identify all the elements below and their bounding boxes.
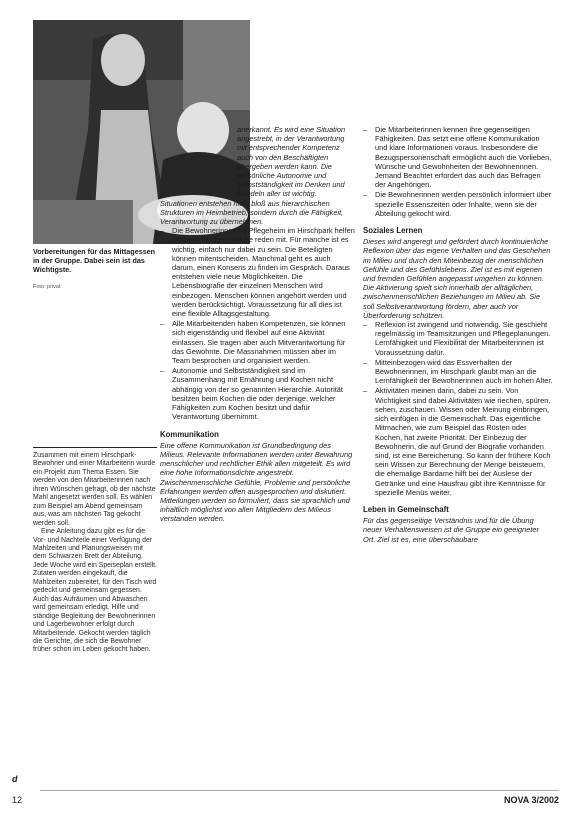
bullet-list <box>363 320 553 497</box>
intro-text-continued: Situationen entstehen nicht bloß aus hierarchischen Strukturen im Heimbetrieb, sondern durch die Fähigkeit, Verantwortung zu übernehmen. <box>160 198 344 227</box>
list-item: – Reflexion ist zwingend und notwendig. Sie geschieht regelmässig im Teamsitzungen und Pflegeplanungen. Lernfähigkeit und Flexibilität der Mitarbeiterinnen ist Voraussetzung dafür. <box>363 320 553 357</box>
list-item: – Autonomie und Selbstständigkeit sind im Zusammenhang mit Ernährung und Kochen nicht abhängig von der so genannten Hierarchie. Autorität besitzen beim Kochen die oder derjenige, welcher Fähigkeiten zum Kochen besitzt und dafür Verantwortung übernimmt. <box>160 366 355 421</box>
intro-text: anerkannt. Es wird eine Situation angestrebt, in der Verantwortung mit entsprechender Kompetenz auch von den Beschäftigten übergeben werden kann. Die persönliche Autonomie und Selbstständigkeit im Denken und Handeln aller ist wichtig. <box>237 125 346 199</box>
list-item: – Die Mitarbeiterinnen kennen ihre gegenseitigen Fähigkeiten. Das setzt eine offene Kommunikation und klare Informationen voraus. Insbesondere die Bezugspersonenschaft ermöglicht auch die Vorlieben, Wünsche und Gewohnheiten der Bewohnerinnen. Jemand Beachtet erfordert das auch das Befragen der Angehörigen. <box>363 125 553 189</box>
section-heading: Leben in Gemeinschaft <box>363 504 449 514</box>
photo-credit: Foto: privat <box>33 284 61 290</box>
magazine-issue: NOVA 3/2002 <box>503 795 559 805</box>
list-item: – Mitteinbezogen wird das Essverhalten der Bewohnerinnen, im Hirschpark glaubt man an die Lernfähigkeit der Bewohnerinnen auch im hohen Alter. <box>363 358 553 386</box>
page-number: 12 <box>12 795 23 805</box>
list-item: – Die Bewohnerinnen werden persönlich informiert über spezielle Essenszeiten oder Inhalte, wenn sie der Abteilung gekocht wird. <box>363 190 553 218</box>
info-box-paragraph: Zusammen mit einem Hirschpark-Bewohner und einer Mitarbeiterin wurde ein Projekt zum Thema Essen. Sie werden von den Mitarbeiterinnen nach ihren Wünschen gefragt, ob der nächste Mahl angesetzt werden soll. Es wählen zum Beispiel am Abend gemeinsam aus, was am nächsten Tag gekocht werden soll. <box>33 452 156 527</box>
section-mark: d <box>12 774 18 784</box>
list-item: – Aktivitäten meinen darin, dabei zu sein. Von Wichtigkeit sind dabei Aktivitäten wie riechen, spüren, sehen, zuschauen. Wissen oder Meinung einbringen, sich einfügen in die Gemeinschaft. Das eigentliche Mitmachen, wie zum Beispiel das Rüsten oder Kochen, hat zweite Priorität. Der Einbezug der Bewohnerin, die auf Grund der Biografie vorhanden sind, ist eine Bereicherung. So kann der frühere Koch sein Wissen zur Berechnung der Menge beisteuern, die ehemalige Bardame hilft bei der Auslese der Getränke und eine Hausfrau gibt ihre Kenntnisse für spezielle Menüs weiter. <box>363 386 553 496</box>
list-item: – Alle Mitarbeitenden haben Kompetenzen, sie können sich eigenständig und flexibel auf eine Aktivität einlassen. Sie tragen aber auch Mitverantwortung für das Gewohnte. Die Massnahmen müssen aber im Team besprochen und organisiert werden. <box>160 319 355 365</box>
info-box <box>33 447 157 757</box>
info-box-paragraph: Eine Anleitung dazu gibt es für die Vor- und Nachteile einer Verfügung der Mahlzeiten und Planungsweisen mit dem Schwarzen Brett der Abteilung. Jede Woche wird ein Speiseplan erstellt. Zutaten werden eingekauft, die Mahlzeiten zubereitet, für den Tisch wird gedeckt und gemeinsam gegessen. Auch das Aufräumen und Abwaschen wird gemeinsam erledigt. Hilfe und ständige Begleitung der Bewohnerinnen und Lagerbewohner erfolgt durch Mitarbeitende. Gekocht werden täglich die Gerichte, die sich die Bewohner früher schon im Leben gekocht haben. <box>33 528 157 654</box>
section-text: Dieses wird angeregt und gefördert durch kontinuierliche Reflexion über das eigene Verhalten und das Geschehen im Milieu und durch den Miteinbezug der menschlichen Gefühle und des Gefühlslebens. Ziel ist es mit eigenen und fremden Gefühlen angepasst umgehen zu können. Die Aktivierung spielt sich innerhalb der alltäglichen, zwischenmenschlichen Beziehungen im Milieu ab. Sie soll Selbstverantwortung fördern, aber auch vor Überforderung schützen. <box>363 237 551 320</box>
section-text: Eine offene Kommunikation ist Grundbedingung des Milieus. Relevante Informationen werden unter Bewahrung menschlicher und rechtlicher Ethik allen mitgeteilt. Es wird eine hohe Informationsdichte angestrebt. Zwischenmenschliche Gefühle, Probleme und persönliche Erfahrungen werden offen ausgesprochen und diskutiert. Mitteilungen werden so formuliert, dass sie sprachlich und inhaltlich möglichst von allen Mitgliedern des Milieus verstanden werden. <box>160 440 353 524</box>
section-text: Für das gegenseitige Verständnis und für die Übung neuer Verhaltensweisen ist die Gruppe ein geeigneter Ort. Ziel ist es, eine überschaubare <box>363 516 539 544</box>
section-heading: Kommunikation <box>160 429 219 439</box>
photo-caption: Vorbereitungen für das Mittagessen in der Gruppe. Dabei sein ist das Wichtigste. <box>33 247 156 274</box>
article-column-right <box>363 125 553 544</box>
list-item: – Die Bewohnerinnen im Pflegeheim im Hirschpark helfen mit beim Kochen und sie reden mit. Für manche ist es wichtig, einfach nur dabei zu sein. Die Beteiligten können mitentscheiden. Manchmal geht es auch darum, einen Konsens zu finden im Gespräch. Daraus entstehen viele neue Möglichkeiten. Die Lebensbiografie der einzelnen Menschen wird einbezogen. Menschen können angehört werden und werden berücksichtigt. Voraussetzung für all dies ist eine flexible Alltagsgestaltung. <box>160 226 355 318</box>
footer-divider <box>40 790 559 791</box>
bullet-list <box>160 226 355 421</box>
section-heading: Soziales Lernen <box>363 226 423 236</box>
article-column-middle <box>160 125 355 524</box>
bullet-list <box>363 125 553 218</box>
